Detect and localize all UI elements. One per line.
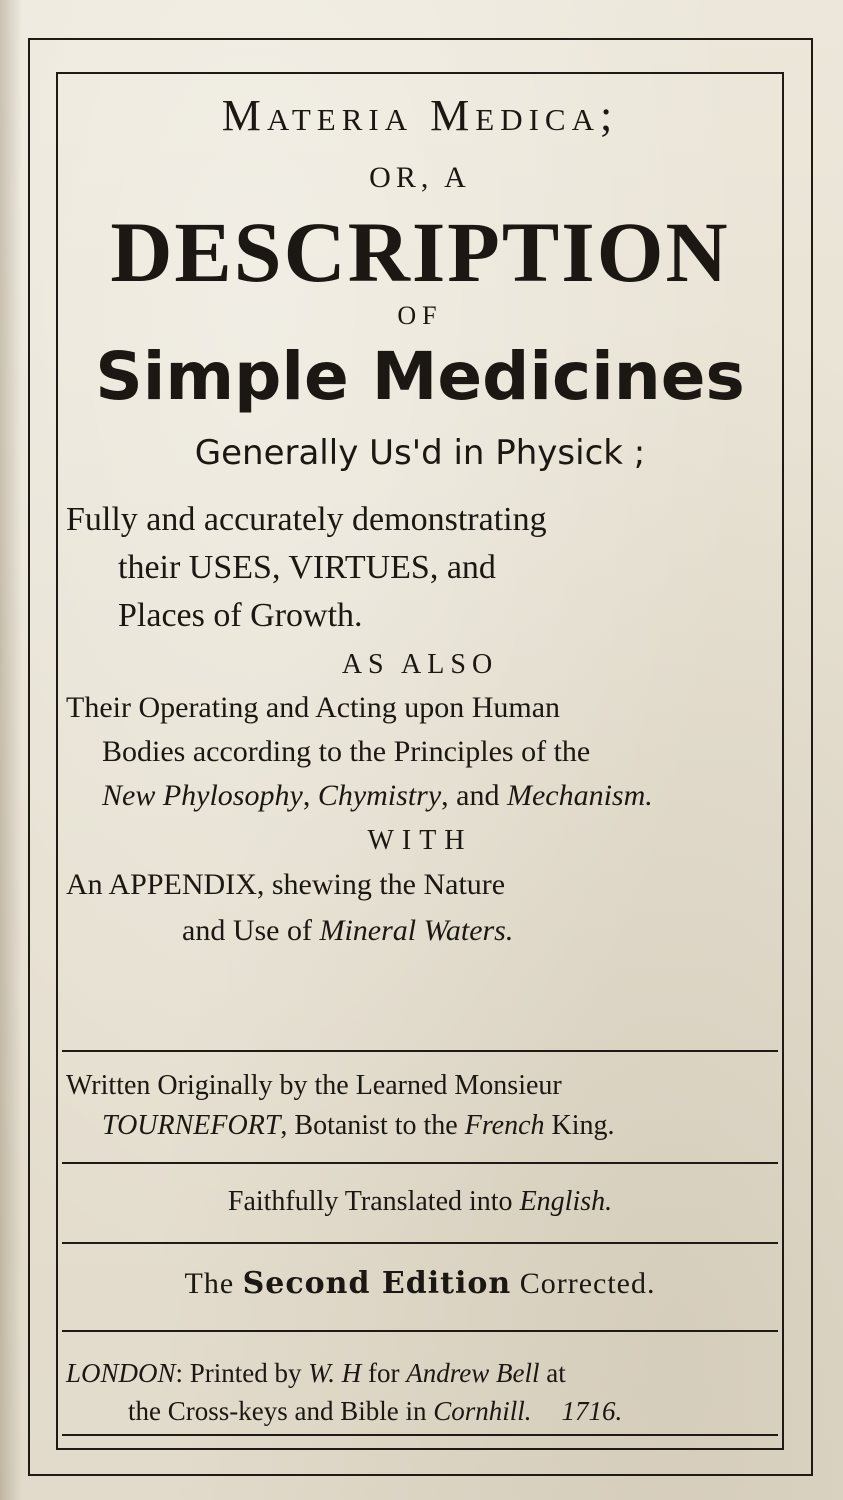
imprint-line1 (62, 1354, 778, 1392)
bookseller: Andrew Bell (406, 1358, 540, 1388)
title-of: OF (397, 301, 443, 330)
cornhill: Cornhill. (433, 1396, 532, 1426)
translated-plain: Faithfully Translated into (227, 1186, 520, 1217)
year: 1716. (561, 1396, 623, 1426)
for: for (361, 1358, 407, 1388)
english: English. (519, 1186, 613, 1217)
para3-line2-plain: and Use of (182, 914, 320, 947)
imprint-line2 (62, 1392, 778, 1430)
rule-2 (62, 1162, 778, 1164)
written-line2 (62, 1106, 778, 1146)
operating-paragraph (62, 686, 778, 818)
edition-the: The (184, 1267, 243, 1300)
printed-by: : Printed by (175, 1358, 309, 1388)
corrected: Corrected. (511, 1267, 656, 1300)
king: King. (544, 1110, 615, 1141)
subtitle-generally: Generally Us'd in Physick ; (194, 433, 646, 473)
rule-3 (62, 1242, 778, 1244)
edition-line (62, 1264, 778, 1304)
title-materia-medica: Materia Medica; (221, 91, 619, 140)
rule-bottom (62, 1434, 778, 1436)
tournefort: TOURNEFORT (102, 1110, 281, 1141)
appendix-paragraph (62, 862, 778, 954)
london: LONDON (66, 1358, 176, 1388)
as-also-heading: AS ALSO (341, 649, 499, 680)
translation-block (62, 1182, 778, 1222)
para1-line2: their USES, VIRTUES, and (118, 549, 496, 586)
para1-line3: Places of Growth. (118, 597, 363, 634)
edition-block (62, 1264, 778, 1304)
rule-4 (62, 1330, 778, 1332)
sep2: , and (441, 779, 507, 812)
para2-line3 (62, 774, 778, 818)
para2-line2: Bodies according to the Principles of the (102, 735, 591, 768)
imprint-line2-plain: the Cross-keys and Bible in (128, 1396, 434, 1426)
imprint-block (62, 1354, 778, 1430)
rule-1 (62, 1050, 778, 1052)
title-description: DESCRIPTION (110, 204, 730, 300)
second-edition: Second Edition (242, 1266, 512, 1301)
botanist: , Botanist to the (280, 1110, 465, 1141)
printer: W. H (308, 1358, 362, 1388)
title-or-a: OR, A (369, 161, 471, 194)
para2-line1: Their Operating and Acting upon Human (66, 691, 561, 724)
new-phylosophy: New Phylosophy (102, 779, 303, 812)
chymistry: Chymistry (317, 779, 442, 812)
para3-line2 (62, 908, 778, 954)
french: French (464, 1110, 545, 1141)
page-gutter-shadow (0, 0, 22, 1500)
translated-line (62, 1182, 778, 1222)
sep1: , (302, 779, 318, 812)
author-block (62, 1066, 778, 1146)
title-block (62, 78, 778, 954)
description-paragraph (62, 496, 778, 640)
para1-line1: Fully and accurately demonstrating (66, 501, 547, 538)
with-heading: WITH (367, 825, 473, 856)
para3-line1: An APPENDIX, shewing the Nature (66, 868, 506, 901)
at: at (539, 1358, 566, 1388)
mechanism: Mechanism. (506, 779, 653, 812)
mineral-waters: Mineral Waters. (319, 914, 514, 947)
written-line1: Written Originally by the Learned Monsieur (66, 1070, 562, 1101)
title-simple-medicines: Simple Medicines (95, 338, 745, 415)
